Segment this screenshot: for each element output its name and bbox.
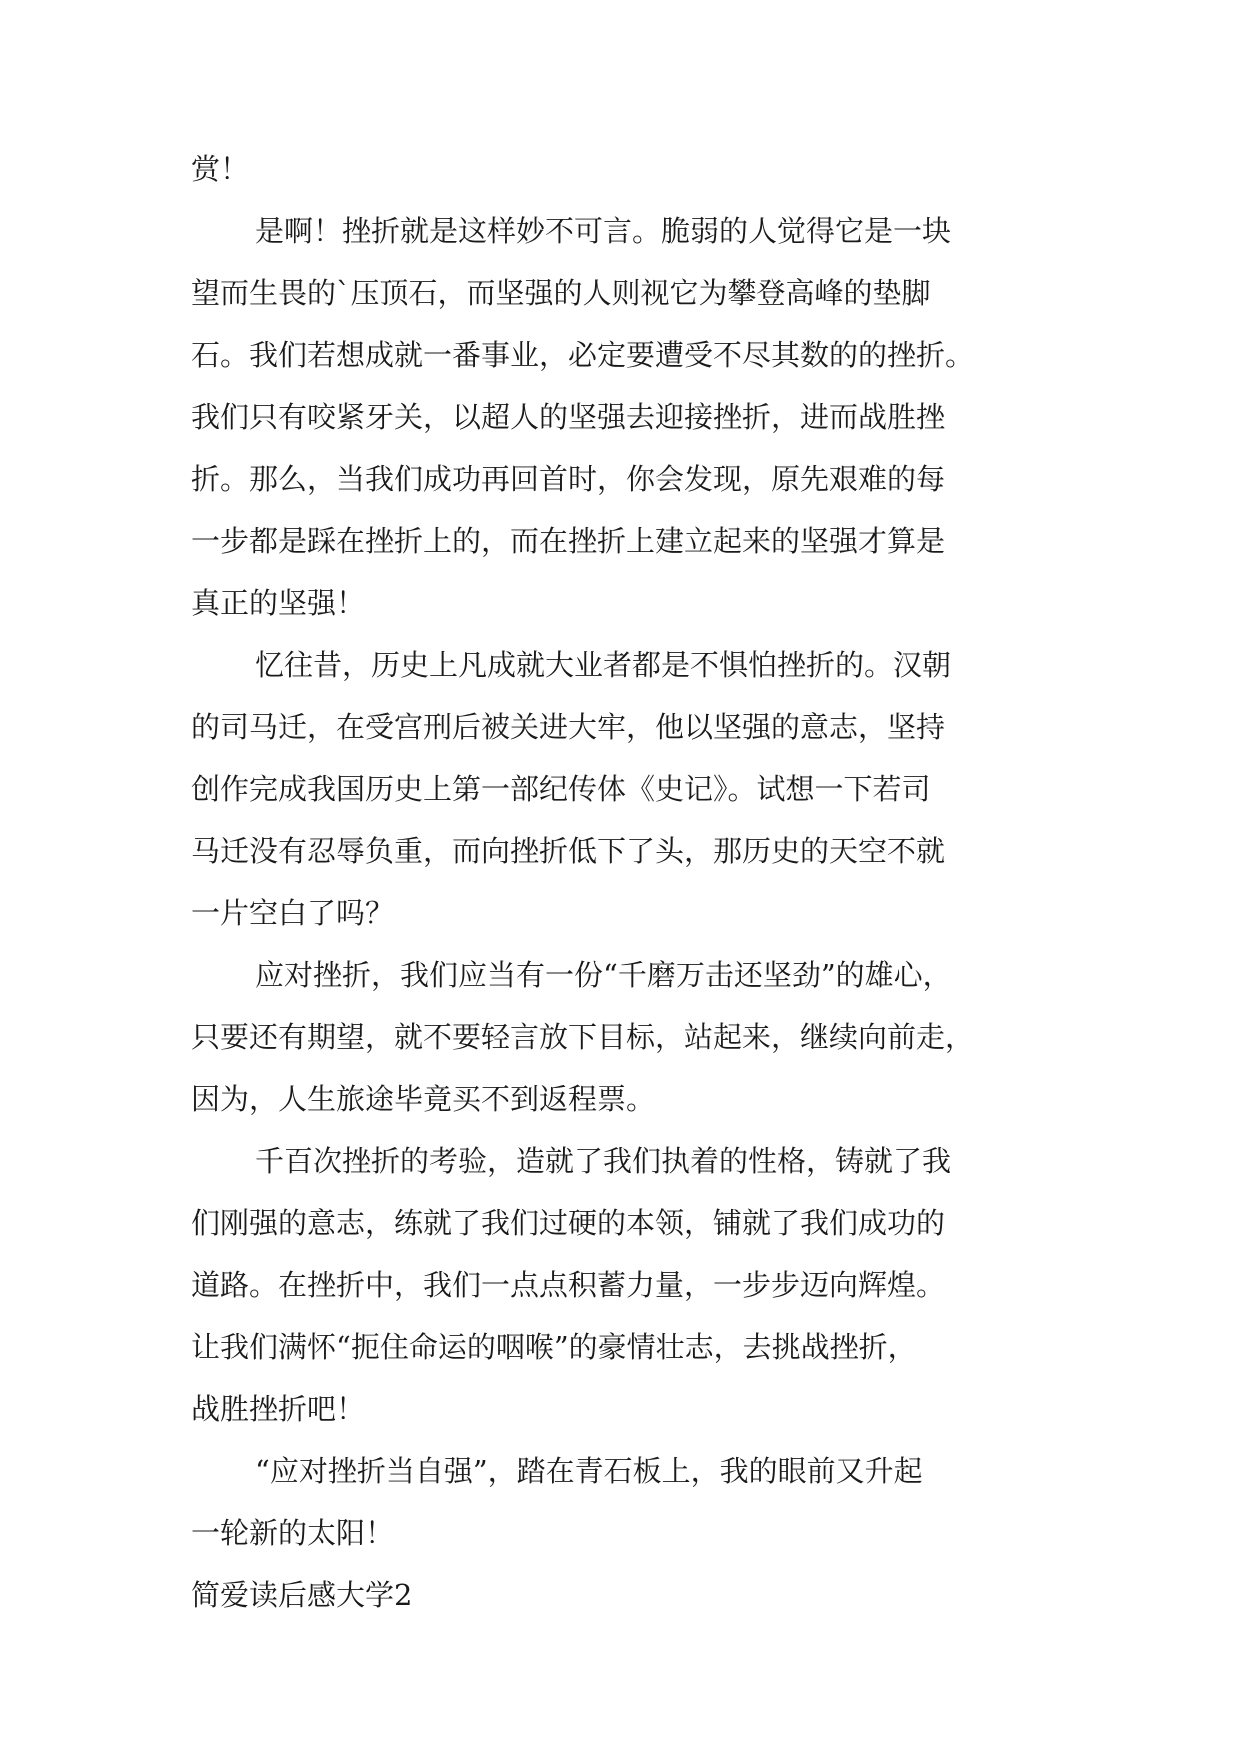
document-body <box>191 151 1071 1639</box>
text-line: 只要还有期望，就不要轻言放下目标，站起来，继续向前走， <box>191 1020 975 1054</box>
paragraph-start-line: 千百次挫折的考验，造就了我们执着的性格，铸就了我 <box>255 1144 952 1178</box>
text-line: 马迁没有忍辱负重，而向挫折低下了头，那历史的天空不就 <box>191 834 946 868</box>
text-line: 让我们满怀“扼住命运的咽喉”的豪情壮志，去挑战挫折， <box>191 1330 917 1364</box>
text-line: 一步都是踩在挫折上的，而在挫折上建立起来的坚强才算是 <box>191 524 946 558</box>
text-line: 道路。在挫折中，我们一点点积蓄力量，一步步迈向辉煌。 <box>191 1268 946 1302</box>
paragraph-start-line: 忆往昔，历史上凡成就大业者都是不惧怕挫折的。汉朝 <box>255 648 952 682</box>
paragraph-start-line: 是啊！挫折就是这样妙不可言。脆弱的人觉得它是一块 <box>255 214 952 248</box>
text-line: 赏！ <box>191 152 250 186</box>
next-article-heading: 简爱读后感大学2 <box>191 1578 413 1612</box>
text-line: 一片空白了吗？ <box>191 896 395 930</box>
text-line: 石。我们若想成就一番事业，必定要遭受不尽其数的的挫折。 <box>191 338 975 372</box>
text-line: 一轮新的太阳！ <box>191 1516 395 1550</box>
text-line: 折。那么，当我们成功再回首时，你会发现，原先艰难的每 <box>191 462 946 496</box>
paragraph-start-line: “应对挫折当自强”，踏在青石板上，我的眼前又升起 <box>255 1454 923 1488</box>
text-line: 真正的坚强！ <box>191 586 366 620</box>
text-line: 我们只有咬紧牙关，以超人的坚强去迎接挫折，进而战胜挫 <box>191 400 946 434</box>
text-line: 的司马迁，在受宫刑后被关进大牢，他以坚强的意志，坚持 <box>191 710 946 744</box>
paragraph-start-line: 应对挫折，我们应当有一份“千磨万击还坚劲”的雄心， <box>255 958 952 992</box>
text-line: 创作完成我国历史上第一部纪传体《史记》。试想一下若司 <box>191 772 931 806</box>
text-line: 因为，人生旅途毕竟买不到返程票。 <box>191 1082 656 1116</box>
text-line: 们刚强的意志，练就了我们过硬的本领，铺就了我们成功的 <box>191 1206 946 1240</box>
text-line: 望而生畏的`压顶石，而坚强的人则视它为攀登高峰的垫脚 <box>191 276 931 310</box>
text-line: 战胜挫折吧！ <box>191 1392 366 1426</box>
